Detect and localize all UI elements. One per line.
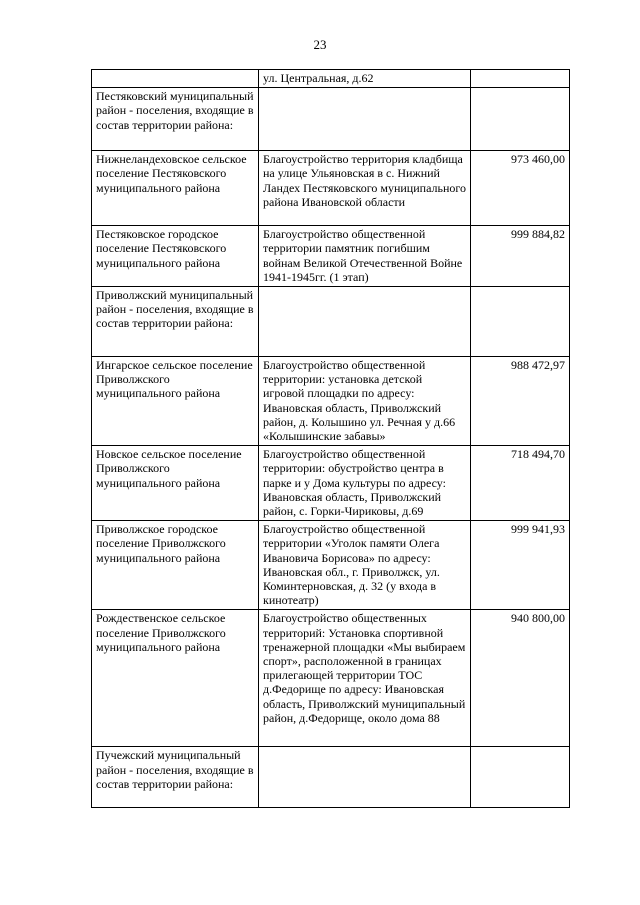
description-cell: Благоустройство общественной территории «Уголок памяти Олега Ивановича Борисова» по адресу: Ивановская обл., г. Приволжск, ул. Коминтерновская, д. 32 (у входа в кинотеатр) xyxy=(259,521,471,610)
description-cell: ул. Центральная, д.62 xyxy=(259,70,471,88)
page-number: 23 xyxy=(313,37,327,52)
description-cell: Благоустройство территория кладбища на улице Ульяновская в с. Нижний Ландех Пестяковского муниципального района Ивановской области xyxy=(259,151,471,226)
amount-cell xyxy=(471,287,570,357)
district-cell: Приволжский муниципальный район - поселения, входящие в состав территории района: xyxy=(92,287,259,357)
amount-cell: 718 494,70 xyxy=(471,446,570,521)
table-row xyxy=(92,70,570,88)
table-row xyxy=(92,357,570,446)
table-row xyxy=(92,151,570,226)
district-cell: Пестяковский муниципальный район - поселения, входящие в состав территории района: xyxy=(92,88,259,151)
description-cell: Благоустройство общественных территорий: Установка спортивной тренажерной площадки «Мы выбираем спорт», расположенной в границах прилегающей территории ТОС д.Федорище по адресу: Ивановская область, Приволжский муниципальный район, д.Федорище, около дома 88 xyxy=(259,610,471,747)
description-cell xyxy=(259,287,471,357)
amount-cell: 988 472,97 xyxy=(471,357,570,446)
table-row xyxy=(92,610,570,747)
amount-cell: 973 460,00 xyxy=(471,151,570,226)
amount-cell xyxy=(471,747,570,808)
table-row xyxy=(92,226,570,287)
description-cell: Благоустройство общественной территории: установка детской игровой площадки по адресу: Ивановская область, Приволжский район, д. Колышино ул. Речная у д.66 «Колышинские забавы» xyxy=(259,357,471,446)
budget-table xyxy=(91,69,570,808)
amount-cell: 999 941,93 xyxy=(471,521,570,610)
amount-cell: 940 800,00 xyxy=(471,610,570,747)
table-row xyxy=(92,747,570,808)
district-cell: Ингарское сельское поселение Приволжского муниципального района xyxy=(92,357,259,446)
district-cell: Пучежский муниципальный район - поселения, входящие в состав территории района: xyxy=(92,747,259,808)
table-row xyxy=(92,521,570,610)
district-cell xyxy=(92,70,259,88)
description-cell xyxy=(259,88,471,151)
district-cell: Нижнеландеховское сельское поселение Пестяковского муниципального района xyxy=(92,151,259,226)
amount-cell: 999 884,82 xyxy=(471,226,570,287)
table-row xyxy=(92,287,570,357)
table-row xyxy=(92,446,570,521)
district-cell: Пестяковское городское поселение Пестяковского муниципального района xyxy=(92,226,259,287)
table-row xyxy=(92,88,570,151)
description-cell: Благоустройство общественной территории: обустройство центра в парке и у Дома культуры по адресу: Ивановская область, Приволжский район, с. Горки-Чириковы, д.69 xyxy=(259,446,471,521)
amount-cell xyxy=(471,70,570,88)
district-cell: Новское сельское поселение Приволжского муниципального района xyxy=(92,446,259,521)
amount-cell xyxy=(471,88,570,151)
district-cell: Рождественское сельское поселение Приволжского муниципального района xyxy=(92,610,259,747)
district-cell: Приволжское городское поселение Приволжского муниципального района xyxy=(92,521,259,610)
description-cell xyxy=(259,747,471,808)
description-cell: Благоустройство общественной территории памятник погибшим войнам Великой Отечественной Войне 1941-1945гг. (1 этап) xyxy=(259,226,471,287)
